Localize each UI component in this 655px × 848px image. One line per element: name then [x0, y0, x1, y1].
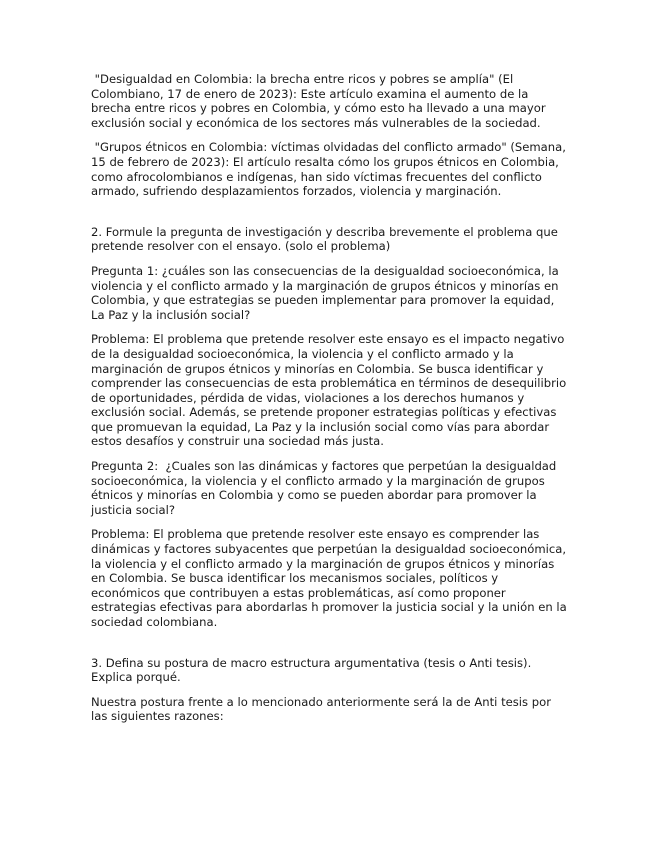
- question-1: Pregunta 1: ¿cuáles son las consecuencias de la desigualdad socioeconómica, la violencia y el conflicto armado y la marginación de grupos étnicos y minorías en Colombia, y que estrategias se pueden implementar para promover la equidad, La Paz y la inclusión social?: [91, 263, 559, 322]
- section-2-heading: 2. Formule la pregunta de investigación y describa brevemente el problema que pretende resolver con el ensayo. (solo el problema): [91, 224, 558, 254]
- section-3-heading: 3. Defina su postura de macro estructura argumentativa (tesis o Anti tesis). Explica porqué.: [91, 655, 532, 685]
- problem-1: Problema: El problema que pretende resolver este ensayo es el impacto negativo de la desigualdad socioeconómica, la violencia y el conflicto armado y la marginación de grupos étnicos y minorías en Colombia. Se busca identificar y comprender las consecuencias de esta problemática en términos de desequilibrio de oportunidades, pérdida de vidas, violaciones a los derechos humanos y exclusión social. Además, se pretende proponer estrategias políticas y efectivas que promuevan la equidad, La Paz y la inclusión social como vías para abordar estos desafíos y construir una sociedad más justa.: [91, 332, 567, 449]
- question-2: Pregunta 2: ¿Cuales son las dinámicas y factores que perpetúan la desigualdad socioeconómica, la violencia y el conflicto armado y la marginación de grupos étnicos y minorías en Colombia y como se pueden abordar para promover la justicia social?: [91, 459, 557, 517]
- reference-paragraph: "Desigualdad en Colombia: la brecha entre ricos y pobres se amplía" (El Colombiano, 17 de enero de 2023): Este artículo examina el aumento de la brecha entre ricos y pobres en Colombia, y cómo esto ha llevado a una mayor exclusión social y económica de los sectores más vulnerables de la sociedad.: [91, 72, 546, 130]
- reference-paragraph: "Grupos étnicos en Colombia: víctimas olvidadas del conflicto armado" (Semana, 15 de febrero de 2023): El artículo resalta cómo los grupos étnicos en Colombia, como afrocolombianos e indígenas, han sido víctimas frecuentes del conflicto armado, sufriendo desplazamientos forzados, violencia y marginación.: [91, 140, 566, 199]
- problem-2: Problema: El problema que pretende resolver este ensayo es comprender las dinámicas y factores subyacentes que perpetúan la desigualdad socioeconómica, la violencia y el conflicto armado y la marginación de grupos étnicos y minorías en Colombia. Se busca identificar los mecanismos sociales, políticos y económicos que contribuyen a estas problemáticas, así como proponer estrategias efectivas para abordarlas h promover la justicia social y la unión en la sociedad colombiana.: [91, 527, 567, 629]
- section-3-answer: Nuestra postura frente a lo mencionado anteriormente será la de Anti tesis por las siguientes razones:: [91, 694, 551, 724]
